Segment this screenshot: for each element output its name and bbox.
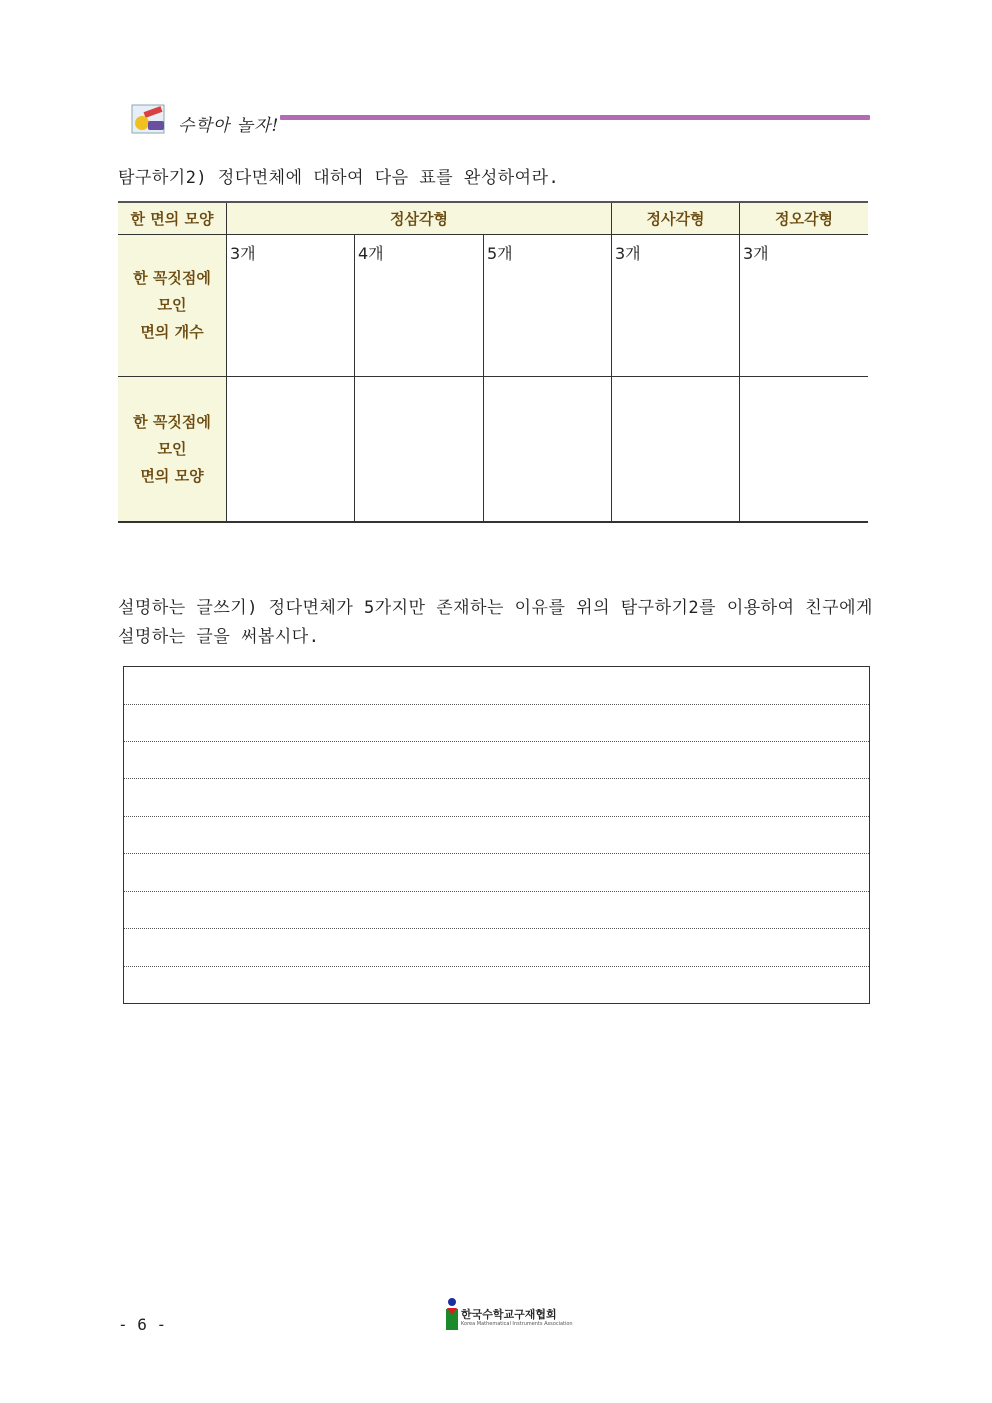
writing-line (124, 966, 869, 967)
header-pentagon: 정오각형 (740, 202, 869, 235)
explore-instruction: 탐구하기2) 정다면체에 대하여 다음 표를 완성하여라. (118, 168, 560, 188)
page-number: - 6 - (118, 1315, 167, 1334)
table-row (118, 235, 868, 377)
header-triangle: 정삼각형 (227, 202, 612, 235)
cell-shape-tri-3[interactable] (227, 377, 355, 523)
cell-count-pentagon[interactable]: 3개 (740, 235, 869, 377)
cell-shape-square[interactable] (612, 377, 740, 523)
writing-line (124, 853, 869, 854)
polyhedra-table (118, 201, 868, 523)
writing-line (124, 741, 869, 742)
org-logo-icon (445, 1297, 459, 1331)
header-label: 한 면의 모양 (118, 202, 227, 235)
writing-line (124, 928, 869, 929)
cell-count-tri-4[interactable]: 4개 (355, 235, 484, 377)
writing-area[interactable] (123, 666, 870, 1004)
cell-count-tri-5[interactable]: 5개 (484, 235, 612, 377)
row-label-shape: 한 꼭짓점에 모인 면의 모양 (118, 377, 227, 523)
cell-count-tri-3[interactable]: 3개 (227, 235, 355, 377)
writing-line (124, 816, 869, 817)
row-label-count: 한 꼭짓점에 모인 면의 개수 (118, 235, 227, 377)
cell-shape-pentagon[interactable] (740, 377, 869, 523)
writing-line (124, 778, 869, 779)
org-logo (445, 1297, 573, 1333)
writing-line (124, 704, 869, 705)
writing-instruction: 설명하는 글쓰기) 정다면체가 5가지만 존재하는 이유를 위의 탐구하기2를 이용하여 친구에게 설명하는 글을 써봅시다. (118, 598, 873, 647)
table-header-row (118, 202, 868, 235)
header-square: 정사각형 (612, 202, 740, 235)
header-banner (130, 101, 870, 137)
math-logo-icon (130, 103, 168, 137)
writing-line (124, 891, 869, 892)
cell-shape-tri-4[interactable] (355, 377, 484, 523)
org-name: 한국수학교구재협회 (461, 1308, 557, 1321)
cell-shape-tri-5[interactable] (484, 377, 612, 523)
table-row (118, 377, 868, 523)
banner-title: 수학아 놀자! (178, 116, 280, 136)
cell-count-square[interactable]: 3개 (612, 235, 740, 377)
banner-rule (280, 115, 870, 120)
org-subtitle: Korea Mathematical Instruments Association (461, 1321, 573, 1327)
